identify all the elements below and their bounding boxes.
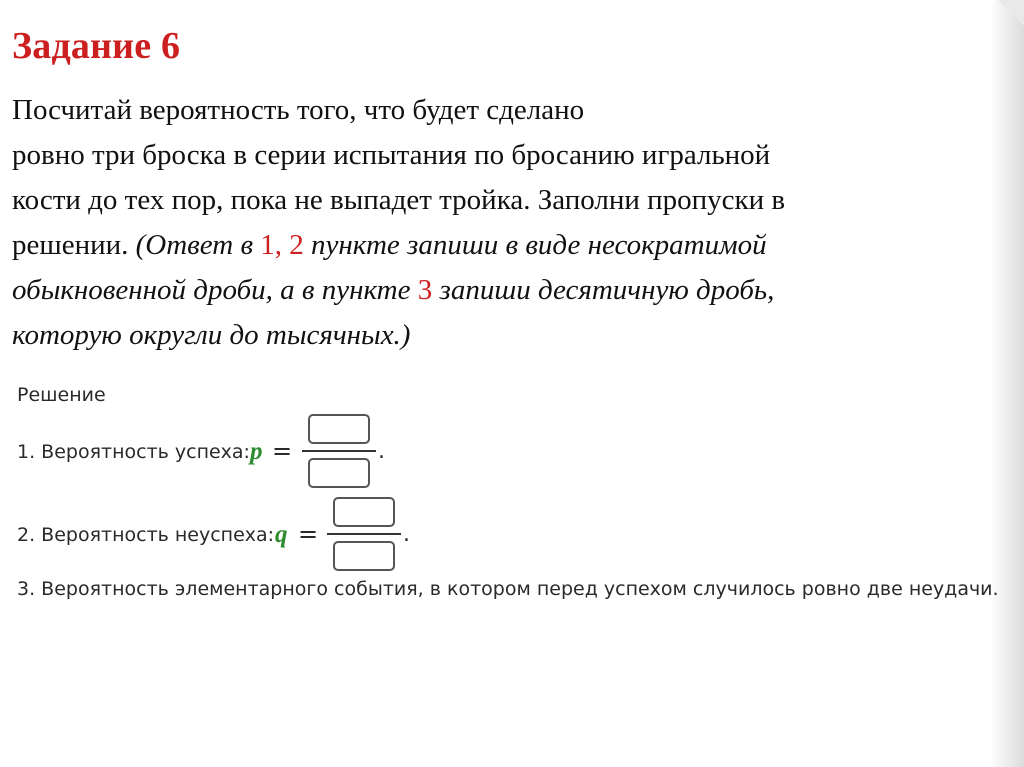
- item-2-numerator-input[interactable]: [333, 497, 395, 527]
- item-1-equals: =: [272, 437, 293, 465]
- item-2-equals: =: [298, 520, 319, 548]
- task-line-1: Посчитай вероятность того, что будет сделано: [12, 94, 585, 126]
- item-1-variable: p: [250, 438, 263, 465]
- item-3-label: 3. Вероятность элементарного события, в котором перед успехом случилось ровно две неудачи.: [17, 578, 999, 600]
- item-2-period: .: [403, 522, 410, 547]
- item-2-denominator-input[interactable]: [333, 541, 395, 571]
- task-line-4: [12, 223, 1012, 268]
- task-line-4-plain: решении.: [12, 229, 136, 261]
- item-2-label: 2. Вероятность неуспеха:: [17, 524, 275, 546]
- task-line-5-italic: обыкновенной дроби, а в пункте: [12, 274, 418, 306]
- item-2-variable: q: [275, 521, 288, 548]
- solution-heading: Решение: [17, 384, 106, 406]
- task-line-6: которую округли до тысячных.): [12, 319, 411, 351]
- item-1-denominator-input[interactable]: [308, 458, 370, 488]
- item-1-fraction-bar: [302, 450, 376, 452]
- task-line-2: ровно три броска в серии испытания по бросанию игральной: [12, 139, 771, 171]
- task-line-3: кости до тех пор, пока не выпадет тройка. Заполни пропуски в: [12, 184, 786, 216]
- item-1-label: 1. Вероятность успеха:: [17, 441, 250, 463]
- page-title: Задание 6: [12, 25, 181, 67]
- task-red-item3: 3: [417, 274, 433, 306]
- task-red-items: 1, 2: [260, 229, 304, 261]
- item-1-numerator-input[interactable]: [308, 414, 370, 444]
- task-line-4-italic-end: пункте запиши в виде несократимой: [303, 229, 767, 261]
- task-line-5-italic-end: запиши десятичную дробь,: [432, 274, 775, 306]
- task-line-4-italic: (Ответ в: [135, 229, 261, 261]
- task-line-5: [12, 268, 1012, 313]
- task-text: [12, 88, 1012, 358]
- slide-corner: [998, 0, 1024, 26]
- item-1-period: .: [378, 439, 385, 464]
- item-2-fraction-bar: [327, 533, 401, 535]
